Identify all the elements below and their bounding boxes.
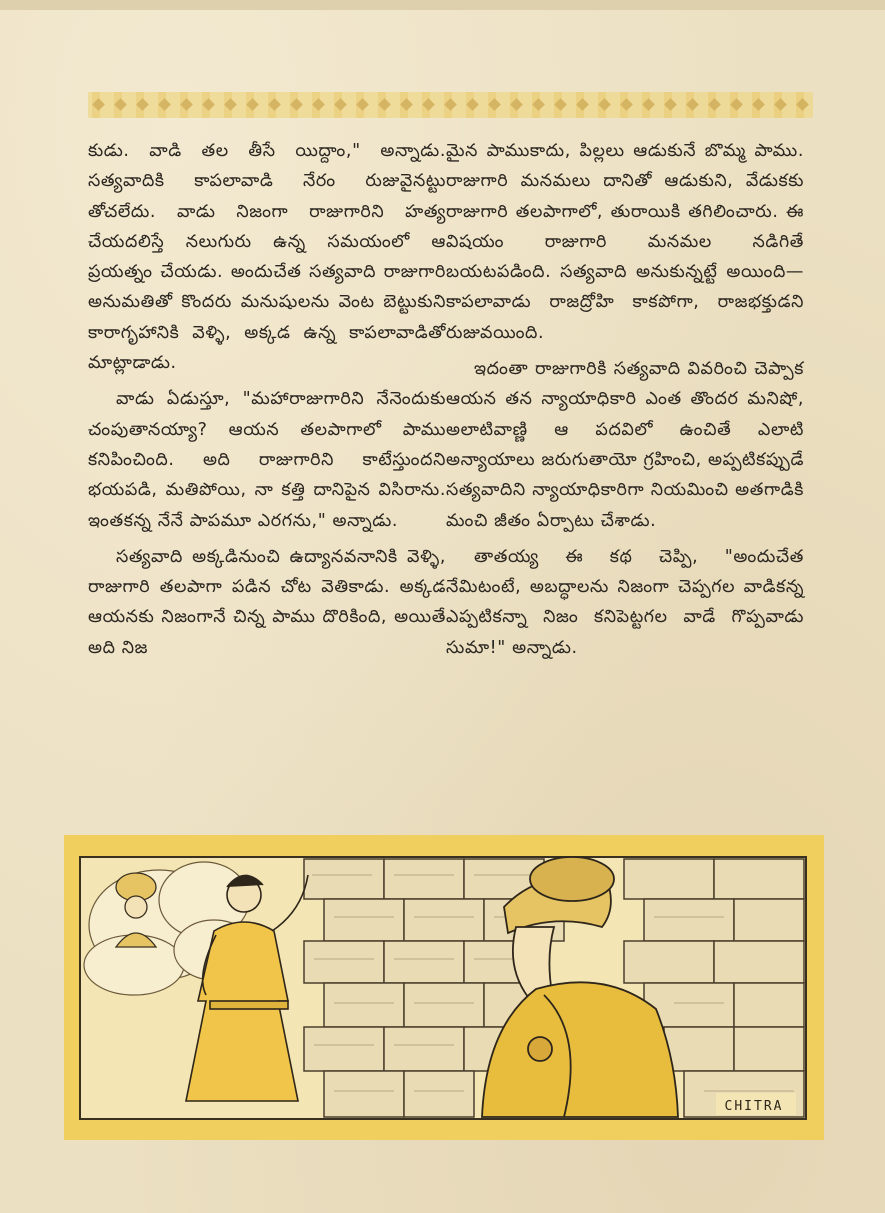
ornament-diamond xyxy=(774,98,787,111)
story-illustration xyxy=(64,835,824,1140)
ornament-diamond xyxy=(224,98,237,111)
ornament-diamond xyxy=(598,98,611,111)
ornament-diamond xyxy=(180,98,193,111)
right-text-column xyxy=(446,136,804,663)
paragraph: ఇదంతా రాజుగారికి సత్యవాది వివరించి చెప్పాక ఆయన తన న్యాయాధికారి ఎంత తొందర మనిషో, అలాటివాణ్ణి ఆ పదవిలో ఉంచితే ఎలాటి అన్యాయాలు జరుగుతాయో గ్రహించి, అప్పటికప్పుడే సత్యవాదిని న్యాయాధికారిగా నియమించి అతగాడికి మంచి జీతం ఏర్పాటు చేశాడు. xyxy=(446,359,804,531)
paragraph: తాతయ్య ఈ కథ చెప్పి, "అందుచేత నేమిటంటే, అబద్ధాలను నిజంగా చెప్పగల వాడికన్న ఎప్పటికన్నా నిజం కనిపెట్టగల వాడే గొప్పవాడు సుమా!" అన్నాడు. xyxy=(446,546,804,658)
ornament-diamond xyxy=(400,98,413,111)
ornament-diamond xyxy=(532,98,545,111)
ornament-diamond xyxy=(576,98,589,111)
paragraph: సత్యవాది అక్కడినుంచి ఉద్యానవనానికి వెళ్ళి, రాజుగారి తలపాగా పడిన చోట వెతికాడు. అక్కడ ఆయనకు నిజంగానే చిన్న పాము దొరికింది, అయితే అది నిజ xyxy=(88,546,446,658)
paragraph: వాడు ఏడుస్తూ, "మహారాజుగారిని నేనెందుకు చంపుతానయ్యా? ఆయన తలపాగాలో పాము కనిపించింది. అది రాజుగారిని కాటేస్తుందని భయపడి, మతిపోయి, నా కత్తి దానిపైన విసిరాను. ఇంతకన్న నేనే పాపమూ ఎరగను," అన్నాడు. xyxy=(88,389,446,531)
ornament-diamond xyxy=(378,98,391,111)
ornament-diamond xyxy=(620,98,633,111)
ornament-diamond xyxy=(356,98,369,111)
ornament-diamond xyxy=(114,98,127,111)
page-top-edge xyxy=(0,0,885,10)
ornament-diamond xyxy=(488,98,501,111)
ornament-diamond xyxy=(202,98,215,111)
ornament-diamond xyxy=(92,98,105,111)
ornament-diamond xyxy=(730,98,743,111)
artist-signature: CHITRA xyxy=(724,1099,784,1114)
ornament-diamond xyxy=(466,98,479,111)
ornament-diamond xyxy=(136,98,149,111)
ornament-diamond xyxy=(664,98,677,111)
ornament-diamond xyxy=(686,98,699,111)
ornament-diamond xyxy=(312,98,325,111)
ornament-diamond xyxy=(290,98,303,111)
illustration-drawing xyxy=(64,835,824,1140)
paragraph: కుడు. వాడి తల తీసే యిద్దాం," అన్నాడు. సత్యవాదికి కాపలావాడి నేరం రుజువైనట్టు తోచలేదు. వాడు నిజంగా రాజుగారిని హత్య చేయదలిస్తే నలుగురు ఉన్న సమయంలో ఆ ప్రయత్నం చేయడు. అందుచేత సత్యవాది రాజుగారి అనుమతితో కొందరు మనుషులను వెంట బెట్టుకుని కారాగృహానికి వెళ్ళి, అక్కడ ఉన్న కాపలావాడితో మాట్లాడాడు. xyxy=(88,141,446,374)
ornament-diamond xyxy=(510,98,523,111)
ornament-diamond xyxy=(246,98,259,111)
ornament-diamond xyxy=(422,98,435,111)
paragraph: మైన పాముకాదు, పిల్లలు ఆడుకునే బొమ్మ పాము. రాజుగారి మనమలు దానితో ఆడుకుని, వేడుకకు రాజుగారి తలపాగాలో, తురాయికి తగిలించారు. ఈ విషయం రాజుగారి మనమల నడిగితే బయటపడింది. సత్యవాది అనుకున్నట్టే అయింది—కాపలావాడు రాజద్రోహి కాకపోగా, రాజభక్తుడని రుజువయింది. xyxy=(446,141,804,343)
ornament-diamond xyxy=(796,98,809,111)
ornament-diamond xyxy=(158,98,171,111)
ornament-diamond xyxy=(554,98,567,111)
ornament-diamond xyxy=(268,98,281,111)
ornament-diamond xyxy=(444,98,457,111)
ornament-diamond xyxy=(642,98,655,111)
decorative-border-row xyxy=(88,92,813,118)
ornament-diamond xyxy=(334,98,347,111)
ornament-diamond xyxy=(708,98,721,111)
left-text-column xyxy=(88,136,446,663)
ornament-diamond xyxy=(752,98,765,111)
